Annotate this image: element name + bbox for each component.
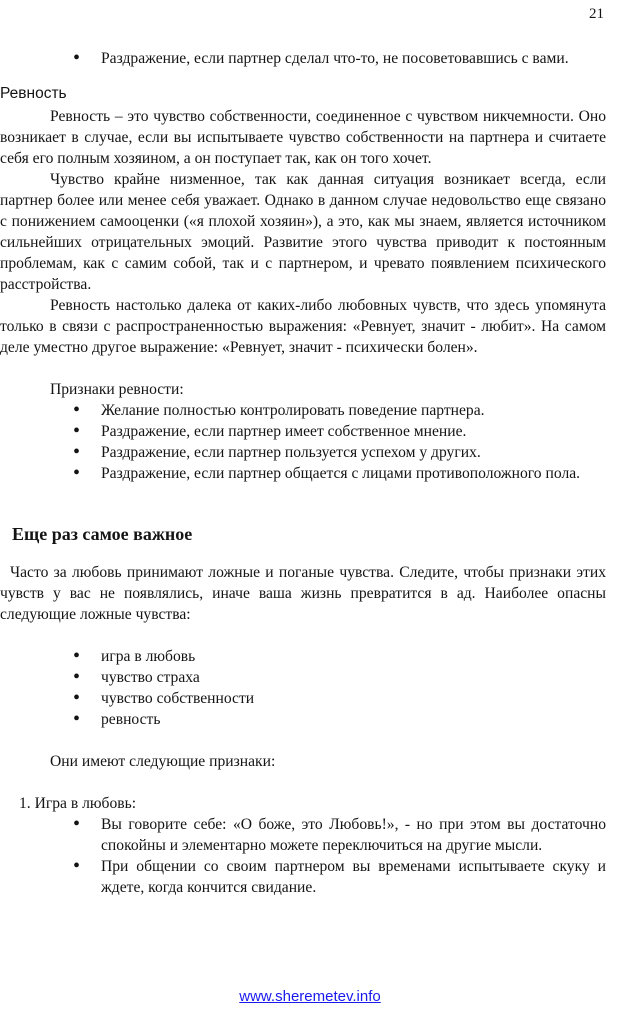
section-title-jealousy: Ревность <box>0 85 67 102</box>
jealousy-signs-list <box>0 400 620 484</box>
love-game-signs-list <box>0 814 620 898</box>
website-link[interactable]: www.sheremetev.info <box>239 988 381 1005</box>
page-content <box>0 48 620 898</box>
footer <box>0 986 620 1007</box>
list-item: • Раздражение, если партнер общается с лицами противоположного пола. <box>0 463 620 484</box>
paragraph: Чувство крайне низменное, так как данная ситуация возникает всегда, если партнер более или менее себя уважает. Однако в данном случае недовольство еще связано с понижением самооценки («я плохой хозяин»), а это, как мы знаем, является источником сильнейших отрицательных эмоций. Развитие этого чувства приводит к постоянным проблемам, как с самим собой, так и с партнером, и чревато появлением психического расстройства. <box>0 171 606 293</box>
list-item: • чувство собственности <box>0 688 620 709</box>
signs-intro: Они имеют следующие признаки: <box>50 753 276 770</box>
list-item: • ревность <box>0 709 620 730</box>
paragraph: Ревность настолько далека от каких-либо любовных чувств, что здесь упомянута только в связи с распространенностью выражения: «Ревнует, значит - любит». На самом деле уместно другое выражение: «Ревнует, значит - психически болен». <box>0 297 606 356</box>
page-number: 21 <box>589 6 604 22</box>
false-feelings-list <box>0 646 620 730</box>
list-item: • Вы говорите себе: «О боже, это Любовь!», - но при этом вы достаточно спокойны и элементарно можете переключиться на другие мысли. <box>0 814 620 856</box>
signs-label: Признаки ревности: <box>50 381 184 398</box>
list-item: • игра в любовь <box>0 646 620 667</box>
list-item: • чувство страха <box>0 667 620 688</box>
top-bullet-list <box>0 48 620 69</box>
list-item: • При общении со своим партнером вы временами испытываете скуку и ждете, когда кончится свидание. <box>0 856 620 898</box>
list-item: • Раздражение, если партнер имеет собственное мнение. <box>0 421 620 442</box>
numbered-item-label: 1. Игра в любовь: <box>19 795 137 812</box>
section-heading-important: Еще раз самое важное <box>12 524 193 544</box>
paragraph: Часто за любовь принимают ложные и поганые чувства. Следите, чтобы признаки этих чувств у вас не появлялись, иначе ваша жизнь превратится в ад. Наиболее опасны следующие ложные чувства: <box>0 564 606 623</box>
list-item: • Желание полностью контролировать поведение партнера. <box>0 400 620 421</box>
list-item: • Раздражение, если партнер сделал что-то, не посоветовавшись с вами. <box>0 48 620 69</box>
paragraph: Ревность – это чувство собственности, соединенное с чувством никчемности. Оно возникает в случае, если вы испытываете чувство собственности на партнера и считаете себя его полным хозяином, а он поступает так, как он того хочет. <box>0 108 606 167</box>
list-item: • Раздражение, если партнер пользуется успехом у других. <box>0 442 620 463</box>
